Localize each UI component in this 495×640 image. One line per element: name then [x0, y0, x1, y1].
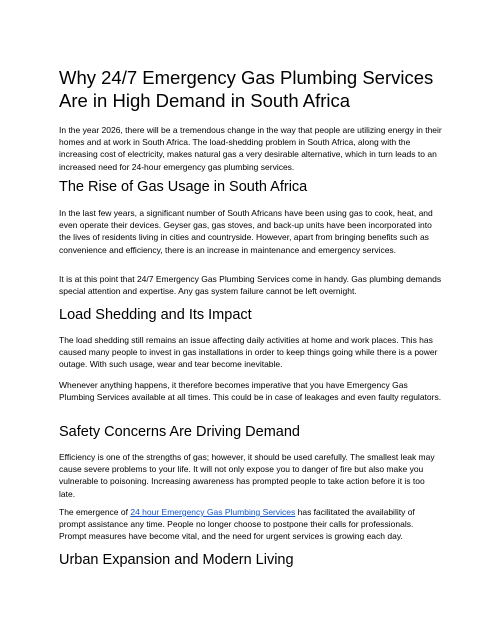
section-heading-urban-expansion: Urban Expansion and Modern Living [59, 552, 294, 568]
safety-paragraph-2-before: The emergence of [59, 507, 131, 517]
load-shedding-paragraph-2: Whenever anything happens, it therefore becomes imperative that you have Emergency Gas Plumbing Services available at all times. This could be in case of leakages and even faulty regulators. [59, 380, 442, 403]
gas-usage-paragraph-1: In the last few years, a significant number of South Africans have been using gas to cook, heat, and even operate their devices. Geyser gas, gas stoves, and back-up units have been incorporated into the lives of residents living in cities and countryside. However, apart from bringing benefits such as convenience and efficiency, there is an increase in maintenance and emergency services. [59, 208, 433, 255]
section-heading-safety: Safety Concerns Are Driving Demand [59, 424, 300, 440]
section-heading-load-shedding: Load Shedding and Its Impact [59, 307, 252, 323]
gas-usage-paragraph-2: It is at this point that 24/7 Emergency Gas Plumbing Services come in handy. Gas plumbing demands special attention and expertise. Any gas system failure cannot be left overnight. [59, 274, 442, 297]
section-heading-gas-usage: The Rise of Gas Usage in South Africa [59, 179, 308, 195]
safety-paragraph-2-after: has facilitated the availability of prompt assistance any time. People no longer choose to postpone their calls for professionals. Prompt measures have become vital, and the need for urgent services is growing each day. [59, 507, 415, 542]
page-title: Why 24/7 Emergency Gas Plumbing Services Are in High Demand in South Africa [59, 67, 434, 111]
emergency-gas-plumbing-link[interactable]: 24 hour Emergency Gas Plumbing Services [130, 507, 296, 517]
load-shedding-paragraph-1: The load shedding still remains an issue affecting daily activities at home and work places. This has caused many people to invest in gas installations in order to keep things going while there is a power outage. With such usage, wear and tear become inevitable. [59, 335, 438, 370]
safety-paragraph-2 [59, 506, 443, 543]
intro-paragraph: In the year 2026, there will be a tremendous change in the way that people are utilizing energy in their homes and at work in South Africa. The load-shedding problem in South Africa, along with the increasing cost of electricity, makes natural gas a very desirable alternative, which in turn leads to an increased need for 24-hour emergency gas plumbing services. [59, 125, 442, 172]
safety-paragraph-1: Efficiency is one of the strengths of gas; however, it should be used carefully. The smallest leak may cause severe problems to your life. It will not only expose you to danger of fire but also make you vulnerable to poisoning. Increasing awareness has prompted people to take action before it is too late. [59, 452, 435, 499]
